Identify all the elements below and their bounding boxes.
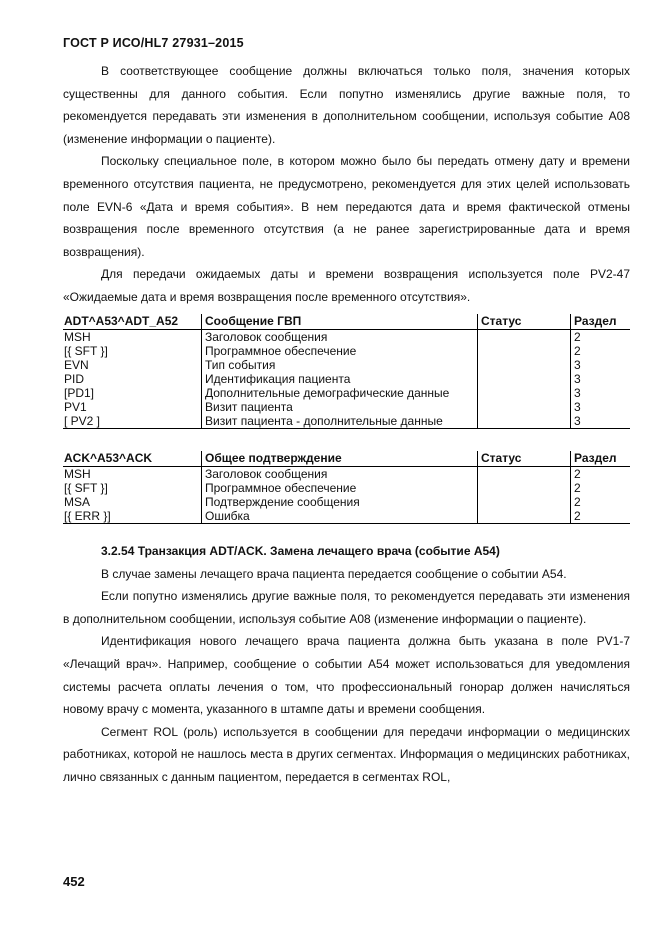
section-cell: 2 <box>571 509 631 524</box>
segment-cell: MSH <box>64 329 91 344</box>
segment-cell: PV1 <box>64 399 87 414</box>
table-header-cell: Раздел <box>571 314 631 330</box>
status-cell <box>478 329 571 344</box>
table-header-cell: Общее подтверждение <box>202 451 478 467</box>
paragraph: Для передачи ожидаемых даты и времени возвращения используется поле PV2-47 «Ожидаемые дата и время возвращения после временного отсутствия». <box>63 267 630 304</box>
section-cell: 2 <box>571 329 631 344</box>
table-header-cell: Статус <box>478 314 571 330</box>
section-cell: 2 <box>571 495 631 509</box>
adt-a53-table <box>63 314 630 429</box>
table-header-cell: Сообщение ГВП <box>202 314 478 330</box>
status-cell <box>478 372 571 386</box>
description-cell: Программное обеспечение <box>202 344 478 358</box>
description-cell: Визит пациента <box>202 400 478 414</box>
segment-cell: [{ ERR }] <box>63 509 202 524</box>
document-page <box>63 36 630 788</box>
table-header-cell: ADT^A53^ADT_A52 <box>63 314 202 330</box>
table-row <box>63 400 630 414</box>
description-cell: Заголовок сообщения <box>202 466 478 481</box>
description-cell: Подтверждение сообщения <box>202 495 478 509</box>
paragraph: Сегмент ROL (роль) используется в сообщении для передачи информации о медицинских работниках, которой не нашлось места в других сегментах. Информация о медицинских работниках, лично связанных с данным пациентом, передается в сегментах ROL, <box>63 724 630 784</box>
status-cell <box>478 495 571 509</box>
section-cell: 3 <box>571 386 631 400</box>
status-cell <box>478 344 571 358</box>
section-cell: 3 <box>571 372 631 386</box>
description-cell: Тип события <box>202 358 478 372</box>
section-cell: 2 <box>571 344 631 358</box>
table-header-cell: Раздел <box>571 451 631 467</box>
table-row <box>63 495 630 509</box>
table-row <box>63 414 630 429</box>
table-row <box>63 358 630 372</box>
table-row <box>63 481 630 495</box>
page-number: 452 <box>63 874 85 889</box>
description-cell: Визит пациента - дополнительные данные <box>202 414 478 429</box>
status-cell <box>478 414 571 429</box>
paragraph: В соответствующее сообщение должны включаться только поля, значения которых существенны для данного события. Если попутно изменялись другие важные поля, то рекомендуется передавать эти изменения в дополнительном сообщении, используя событие А08 (изменение информации о пациенте). <box>63 64 630 146</box>
table-row <box>63 386 630 400</box>
table-row <box>63 372 630 386</box>
paragraph: В случае замены лечащего врача пациента передается сообщение о событии А54. <box>101 566 567 581</box>
segment-cell: [ PV2 ] <box>63 414 202 429</box>
section-cell: 2 <box>571 481 631 495</box>
segment-cell: [{ SFT }] <box>64 480 108 495</box>
description-cell: Программное обеспечение <box>202 481 478 495</box>
table-header-row <box>63 314 630 330</box>
status-cell <box>478 481 571 495</box>
section-cell: 3 <box>571 358 631 372</box>
table-row <box>63 344 630 358</box>
segment-cell: [PD1] <box>64 385 95 400</box>
segment-cell: [{ SFT }] <box>64 343 108 358</box>
status-cell <box>478 509 571 524</box>
status-cell <box>478 358 571 372</box>
table-header-cell: Статус <box>478 451 571 467</box>
ack-a53-table <box>63 451 630 524</box>
section-cell: 3 <box>571 400 631 414</box>
section-cell: 3 <box>571 414 631 429</box>
segment-cell: PID <box>64 371 85 386</box>
table-row <box>63 509 630 524</box>
segment-cell: EVN <box>64 357 89 372</box>
status-cell <box>478 400 571 414</box>
segment-cell: MSH <box>64 466 91 481</box>
status-cell <box>478 466 571 481</box>
paragraph: Идентификация нового лечащего врача пациента должна быть указана в поле PV1-7 «Лечащий врач». Например, сообщение о событии А54 может использоваться для уведомления системы расчета оплаты лечения о том, что профессиональный гонорар должен начисляться новому врачу с момента, указанного в штампе даты и времени сообщения. <box>63 634 630 717</box>
paragraph: Поскольку специальное поле, в котором можно было бы передать отмену дату и времени временного отсутствия пациента, не предусмотрено, рекомендуется для этих целей использовать поле EVN-6 «Дата и время события». В нем передаются дата и время фактической отмены возвращения после временного отсутствия (а не ранее зарегистрированные дата и время возвращения). <box>63 154 630 259</box>
description-cell: Заголовок сообщения <box>202 329 478 344</box>
section-cell: 2 <box>571 466 631 481</box>
table-header-row <box>63 451 630 467</box>
segment-cell: MSA <box>64 494 91 509</box>
description-cell: Ошибка <box>202 509 478 524</box>
status-cell <box>478 386 571 400</box>
table-header-cell: ACK^A53^ACK <box>63 451 202 467</box>
document-header: ГОСТ Р ИСО/HL7 27931–2015 <box>63 36 244 50</box>
description-cell: Дополнительные демографические данные <box>202 386 478 400</box>
section-heading: 3.2.54 Транзакция ADT/ACK. Замена лечащего врача (событие А54) <box>101 543 500 558</box>
table-row <box>63 329 630 344</box>
description-cell: Идентификация пациента <box>202 372 478 386</box>
paragraph: Если попутно изменялись другие важные поля, то рекомендуется передавать эти изменения в дополнительном сообщении, используя событие А08 (изменение информации о пациенте). <box>63 589 630 626</box>
table-row <box>63 466 630 481</box>
